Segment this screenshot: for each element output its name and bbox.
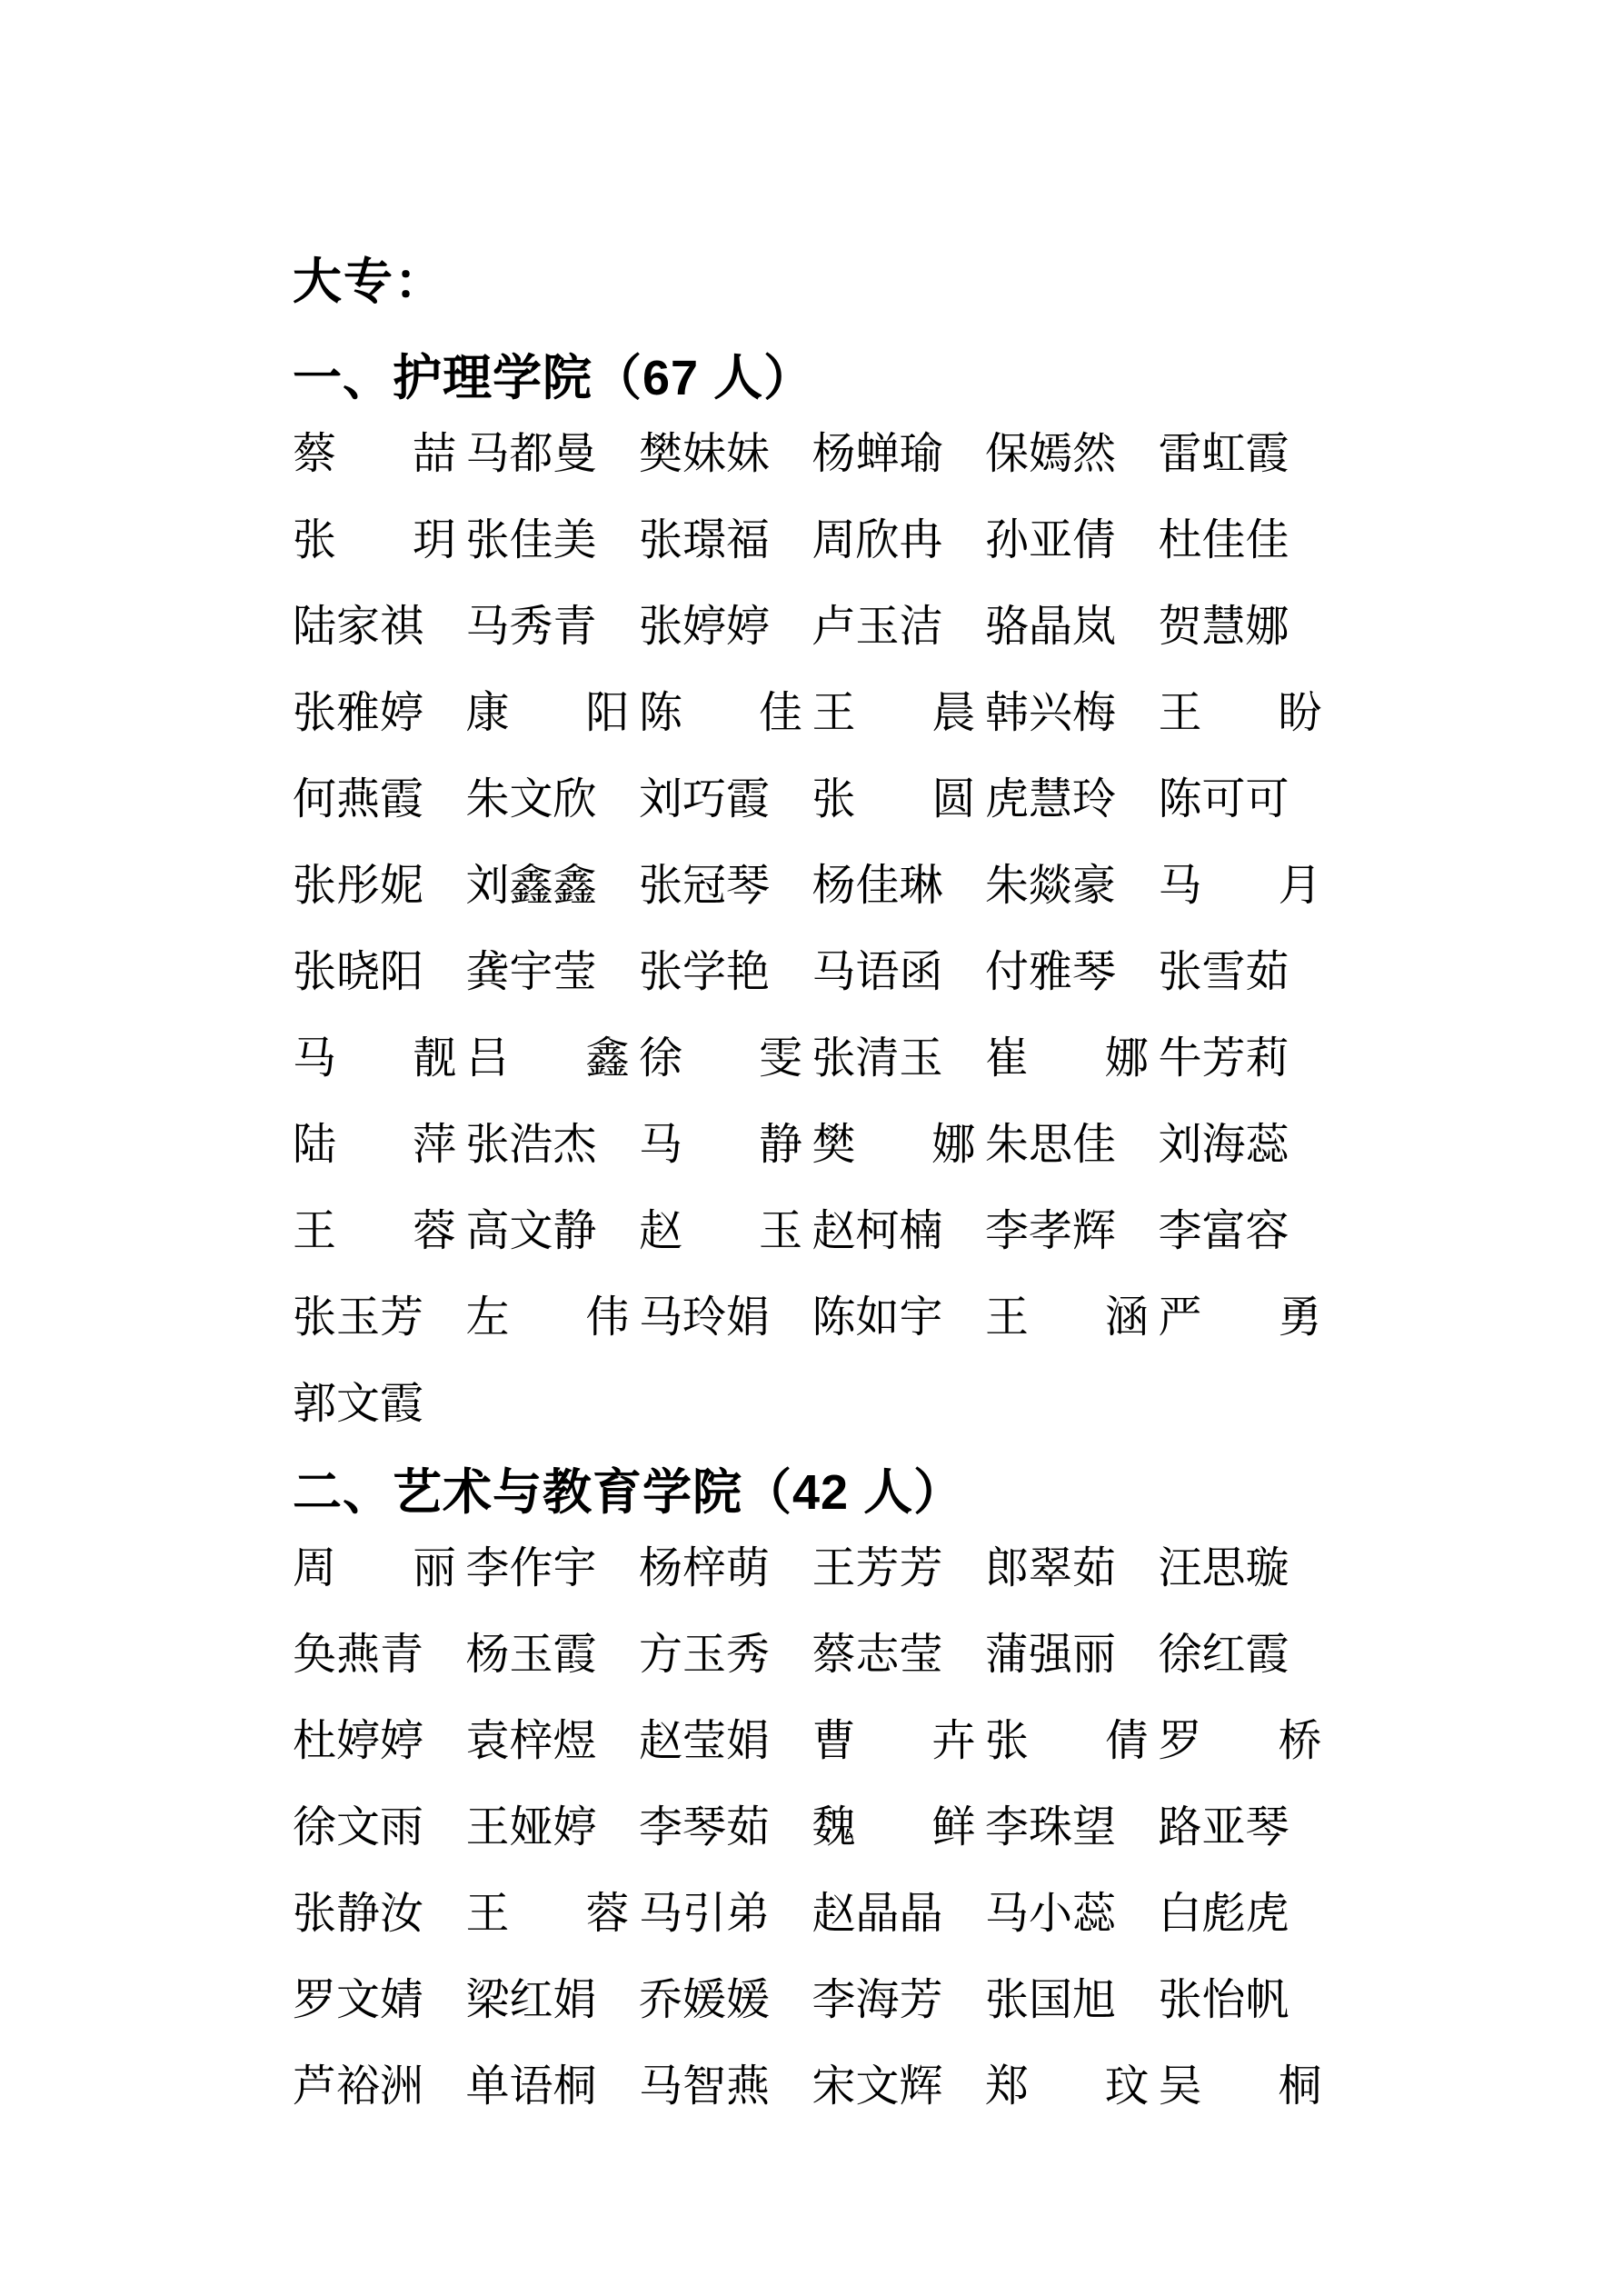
student-name: 杨梓萌 — [639, 1544, 771, 1592]
student-name: 李珠望 — [985, 1803, 1117, 1852]
name-row — [293, 863, 1365, 909]
student-name: 朱燚豪 — [985, 862, 1117, 910]
name-cell — [812, 1719, 986, 1764]
student-name: 袁梓煜 — [465, 1717, 597, 1765]
name-cell — [812, 777, 986, 823]
name-cell — [466, 432, 640, 477]
section-heading: 二、艺术与教育学院（42 人） — [293, 1465, 964, 1520]
student-name: 吴桐 — [1158, 2062, 1322, 2111]
student-name: 陈佳 — [639, 689, 802, 737]
student-name: 朱文欣 — [465, 775, 597, 824]
student-name: 赵柯楠 — [812, 1207, 943, 1255]
student-name: 王盼 — [1158, 689, 1322, 737]
name-cell — [639, 950, 812, 995]
student-name: 张彤妮 — [293, 862, 424, 910]
name-cell — [812, 950, 986, 995]
student-name: 雷虹霞 — [1158, 430, 1289, 478]
student-name: 方玉秀 — [639, 1631, 771, 1679]
name-cell — [985, 1632, 1159, 1678]
student-name: 赵晶晶 — [812, 1890, 943, 1938]
student-name: 李富容 — [1158, 1207, 1289, 1255]
student-name: 张晓阳 — [293, 948, 424, 996]
name-cell — [466, 1892, 640, 1937]
name-cell — [639, 2064, 812, 2110]
name-cell — [1159, 1719, 1332, 1764]
name-cell — [639, 1719, 812, 1764]
name-cell — [293, 1295, 466, 1341]
student-name: 王晨 — [812, 689, 976, 737]
student-name: 杜婷婷 — [293, 1717, 424, 1765]
student-name: 马月 — [1158, 862, 1322, 910]
name-cell — [466, 691, 640, 736]
student-name: 马引弟 — [639, 1890, 771, 1938]
student-name: 杜佳佳 — [1158, 516, 1289, 564]
student-name: 宋文辉 — [812, 2062, 943, 2111]
student-name: 刘巧霞 — [639, 775, 771, 824]
student-name: 赵玉 — [639, 1207, 802, 1255]
name-cell — [985, 777, 1159, 823]
student-name: 李孝辉 — [985, 1207, 1117, 1255]
name-cell — [639, 1546, 812, 1592]
student-name: 徐雯 — [639, 1034, 802, 1083]
name-row — [293, 691, 1365, 736]
student-name: 马静 — [639, 1121, 802, 1169]
name-cell — [1159, 1546, 1332, 1592]
name-cell — [293, 1978, 466, 2023]
student-name: 樊妹妹 — [639, 430, 771, 478]
name-row — [293, 604, 1365, 650]
student-name: 张学艳 — [639, 948, 771, 996]
name-cell — [985, 432, 1159, 477]
name-cell — [293, 1382, 466, 1427]
student-name: 陈可可 — [1158, 775, 1289, 824]
student-name: 马靓 — [293, 1034, 456, 1083]
name-cell — [985, 1892, 1159, 1937]
student-name: 张倩 — [985, 1717, 1149, 1765]
student-name: 付雅琴 — [985, 948, 1117, 996]
student-name: 芦裕洲 — [293, 2062, 424, 2111]
name-cell — [1159, 777, 1332, 823]
name-cell — [812, 1892, 986, 1937]
student-name: 张雪茹 — [1158, 948, 1289, 996]
name-cell — [293, 604, 466, 650]
student-name: 杨蝉瑜 — [812, 430, 943, 478]
name-cell — [639, 1978, 812, 2023]
student-name: 张清玉 — [812, 1034, 943, 1083]
name-cell — [1159, 863, 1332, 909]
name-cell — [293, 1123, 466, 1168]
student-name: 韩兴梅 — [985, 689, 1117, 737]
student-name: 崔娜 — [985, 1034, 1149, 1083]
name-cell — [985, 2064, 1159, 2110]
student-name: 严勇 — [1158, 1293, 1322, 1342]
name-cell — [1159, 1123, 1332, 1168]
name-cell — [639, 518, 812, 564]
name-cell — [293, 863, 466, 909]
student-name: 李琴茹 — [639, 1803, 771, 1852]
student-name: 马智燕 — [639, 2062, 771, 2111]
sections-container — [293, 351, 1365, 2111]
student-name: 蔡喆 — [293, 430, 456, 478]
student-name: 保嫣然 — [985, 430, 1117, 478]
student-name: 张璟福 — [639, 516, 771, 564]
student-name: 王芳芳 — [812, 1544, 943, 1592]
name-row — [293, 432, 1365, 477]
student-name: 张佳美 — [465, 516, 597, 564]
student-name: 马小蕊 — [985, 1890, 1117, 1938]
student-name: 骆晶岚 — [985, 603, 1117, 651]
name-cell — [985, 691, 1159, 736]
student-name: 张圆 — [812, 775, 976, 824]
name-cell — [985, 1805, 1159, 1851]
name-cell — [985, 1546, 1159, 1592]
name-cell — [466, 1546, 640, 1592]
student-name: 刘海蕊 — [1158, 1121, 1289, 1169]
name-cell — [812, 1209, 986, 1254]
name-row — [293, 1382, 1365, 1427]
name-cell — [1159, 518, 1332, 564]
name-row — [293, 1892, 1365, 1937]
name-cell — [812, 1036, 986, 1082]
name-cell — [466, 1036, 640, 1082]
name-cell — [466, 1123, 640, 1168]
student-name: 吕鑫 — [465, 1034, 630, 1083]
name-row — [293, 518, 1365, 564]
name-row — [293, 777, 1365, 823]
name-cell — [466, 2064, 640, 2110]
student-name: 赵莹娟 — [639, 1717, 771, 1765]
name-row — [293, 1546, 1365, 1592]
student-name: 康阳 — [465, 689, 630, 737]
student-name: 杨玉霞 — [465, 1631, 597, 1679]
name-cell — [639, 1805, 812, 1851]
name-cell — [639, 1295, 812, 1341]
name-cell — [985, 863, 1159, 909]
student-name: 徐红霞 — [1158, 1631, 1289, 1679]
name-cell — [466, 1805, 640, 1851]
name-cell — [985, 950, 1159, 995]
name-cell — [812, 1295, 986, 1341]
name-cell — [812, 2064, 986, 2110]
student-name: 李作宇 — [465, 1544, 597, 1592]
name-cell — [812, 1805, 986, 1851]
student-name: 陆萍 — [293, 1121, 456, 1169]
student-name: 张婷婷 — [639, 603, 771, 651]
student-name: 汪思璇 — [1158, 1544, 1289, 1592]
student-name: 张冠琴 — [639, 862, 771, 910]
name-cell — [812, 1546, 986, 1592]
student-name: 曹卉 — [812, 1717, 976, 1765]
name-cell — [293, 1546, 466, 1592]
student-name: 马都曼 — [465, 430, 597, 478]
name-row — [293, 1295, 1365, 1341]
name-row — [293, 1123, 1365, 1168]
student-name: 贺慧娜 — [1158, 603, 1289, 651]
student-name: 王娅婷 — [465, 1803, 597, 1852]
name-cell — [1159, 432, 1332, 477]
name-cell — [639, 1036, 812, 1082]
student-name: 牛芳莉 — [1158, 1034, 1289, 1083]
student-name: 虎慧玲 — [985, 775, 1117, 824]
name-cell — [639, 863, 812, 909]
name-row — [293, 1719, 1365, 1764]
student-name: 梁红娟 — [465, 1976, 597, 2024]
name-cell — [639, 432, 812, 477]
student-name: 陆家祺 — [293, 603, 424, 651]
name-cell — [466, 863, 640, 909]
name-cell — [293, 950, 466, 995]
name-cell — [466, 1295, 640, 1341]
name-cell — [466, 518, 640, 564]
student-name: 张玉芳 — [293, 1293, 424, 1342]
student-name: 单语桐 — [465, 2062, 597, 2111]
name-cell — [985, 1036, 1159, 1082]
name-cell — [639, 691, 812, 736]
student-name: 郭文霞 — [293, 1380, 424, 1428]
student-name: 龚宇莹 — [465, 948, 597, 996]
student-name: 魏鲜 — [812, 1803, 976, 1852]
name-cell — [293, 432, 466, 477]
name-row — [293, 950, 1365, 995]
name-cell — [293, 1036, 466, 1082]
student-name: 周欣冉 — [812, 516, 943, 564]
name-cell — [1159, 1892, 1332, 1937]
student-name: 刘鑫鑫 — [465, 862, 597, 910]
student-name: 罗桥 — [1158, 1717, 1322, 1765]
student-name: 张怡帆 — [1158, 1976, 1289, 2024]
name-cell — [639, 1209, 812, 1254]
name-cell — [293, 1805, 466, 1851]
name-cell — [1159, 1978, 1332, 2023]
student-name: 樊娜 — [812, 1121, 976, 1169]
student-name: 卢玉洁 — [812, 603, 943, 651]
name-cell — [812, 691, 986, 736]
document-content — [293, 257, 1365, 2151]
student-name: 张玥 — [293, 516, 456, 564]
name-row — [293, 1632, 1365, 1678]
name-cell — [812, 1123, 986, 1168]
name-cell — [812, 604, 986, 650]
name-cell — [812, 518, 986, 564]
name-row — [293, 1036, 1365, 1082]
name-cell — [293, 2064, 466, 2110]
student-name: 王涵 — [985, 1293, 1149, 1342]
name-cell — [985, 1123, 1159, 1168]
name-cell — [639, 1632, 812, 1678]
name-cell — [985, 1719, 1159, 1764]
name-cell — [293, 1209, 466, 1254]
name-cell — [1159, 604, 1332, 650]
student-name: 张浩杰 — [465, 1121, 597, 1169]
student-name: 张国旭 — [985, 1976, 1117, 2024]
student-name: 何燕霞 — [293, 775, 424, 824]
student-name: 朱思佳 — [985, 1121, 1117, 1169]
student-name: 孙亚倩 — [985, 516, 1117, 564]
page-title: 大专： — [293, 255, 445, 309]
name-cell — [985, 1978, 1159, 2023]
name-cell — [466, 777, 640, 823]
name-cell — [1159, 691, 1332, 736]
name-cell — [466, 604, 640, 650]
name-cell — [1159, 1632, 1332, 1678]
student-name: 左伟 — [465, 1293, 630, 1342]
name-cell — [466, 1719, 640, 1764]
student-name: 乔媛媛 — [639, 1976, 771, 2024]
student-name: 王蓉 — [465, 1890, 630, 1938]
student-name: 罗文婧 — [293, 1976, 424, 2024]
student-name: 陈如宇 — [812, 1293, 943, 1342]
name-cell — [812, 863, 986, 909]
student-name: 马秀青 — [465, 603, 597, 651]
name-row — [293, 1805, 1365, 1851]
student-name: 高文静 — [465, 1207, 597, 1255]
student-name: 杨佳琳 — [812, 862, 943, 910]
name-row — [293, 1978, 1365, 2023]
student-name: 奂燕青 — [293, 1631, 424, 1679]
name-cell — [466, 1978, 640, 2023]
student-name: 徐文雨 — [293, 1803, 424, 1852]
student-name: 郑玟 — [985, 2062, 1149, 2111]
student-name: 蒲强丽 — [985, 1631, 1117, 1679]
name-cell — [1159, 1295, 1332, 1341]
name-cell — [466, 950, 640, 995]
name-cell — [639, 777, 812, 823]
student-name: 路亚琴 — [1158, 1803, 1289, 1852]
name-cell — [1159, 1209, 1332, 1254]
name-cell — [466, 1209, 640, 1254]
student-name: 马语函 — [812, 948, 943, 996]
name-cell — [1159, 950, 1332, 995]
name-cell — [293, 691, 466, 736]
section-heading: 一、护理学院（67 人） — [293, 351, 814, 405]
name-cell — [1159, 1805, 1332, 1851]
student-name: 王蓉 — [293, 1207, 456, 1255]
name-cell — [639, 1892, 812, 1937]
student-name: 李海芳 — [812, 1976, 943, 2024]
name-row — [293, 1209, 1365, 1254]
name-cell — [1159, 1036, 1332, 1082]
student-name: 郎翠茹 — [985, 1544, 1117, 1592]
name-cell — [985, 1209, 1159, 1254]
name-cell — [812, 432, 986, 477]
name-cell — [293, 518, 466, 564]
name-cell — [812, 1632, 986, 1678]
student-name: 张雅婷 — [293, 689, 424, 737]
student-name: 张静汝 — [293, 1890, 424, 1938]
name-row — [293, 2064, 1365, 2110]
name-cell — [1159, 2064, 1332, 2110]
name-cell — [293, 1892, 466, 1937]
name-cell — [985, 518, 1159, 564]
name-cell — [639, 604, 812, 650]
name-cell — [985, 1295, 1159, 1341]
name-cell — [985, 604, 1159, 650]
student-name: 马玲娟 — [639, 1293, 771, 1342]
student-name: 白彪虎 — [1158, 1890, 1289, 1938]
name-cell — [466, 1632, 640, 1678]
name-cell — [293, 1632, 466, 1678]
name-cell — [293, 777, 466, 823]
name-cell — [293, 1719, 466, 1764]
name-cell — [639, 1123, 812, 1168]
name-cell — [812, 1978, 986, 2023]
student-name: 周丽 — [293, 1544, 456, 1592]
student-name: 蔡志莹 — [812, 1631, 943, 1679]
